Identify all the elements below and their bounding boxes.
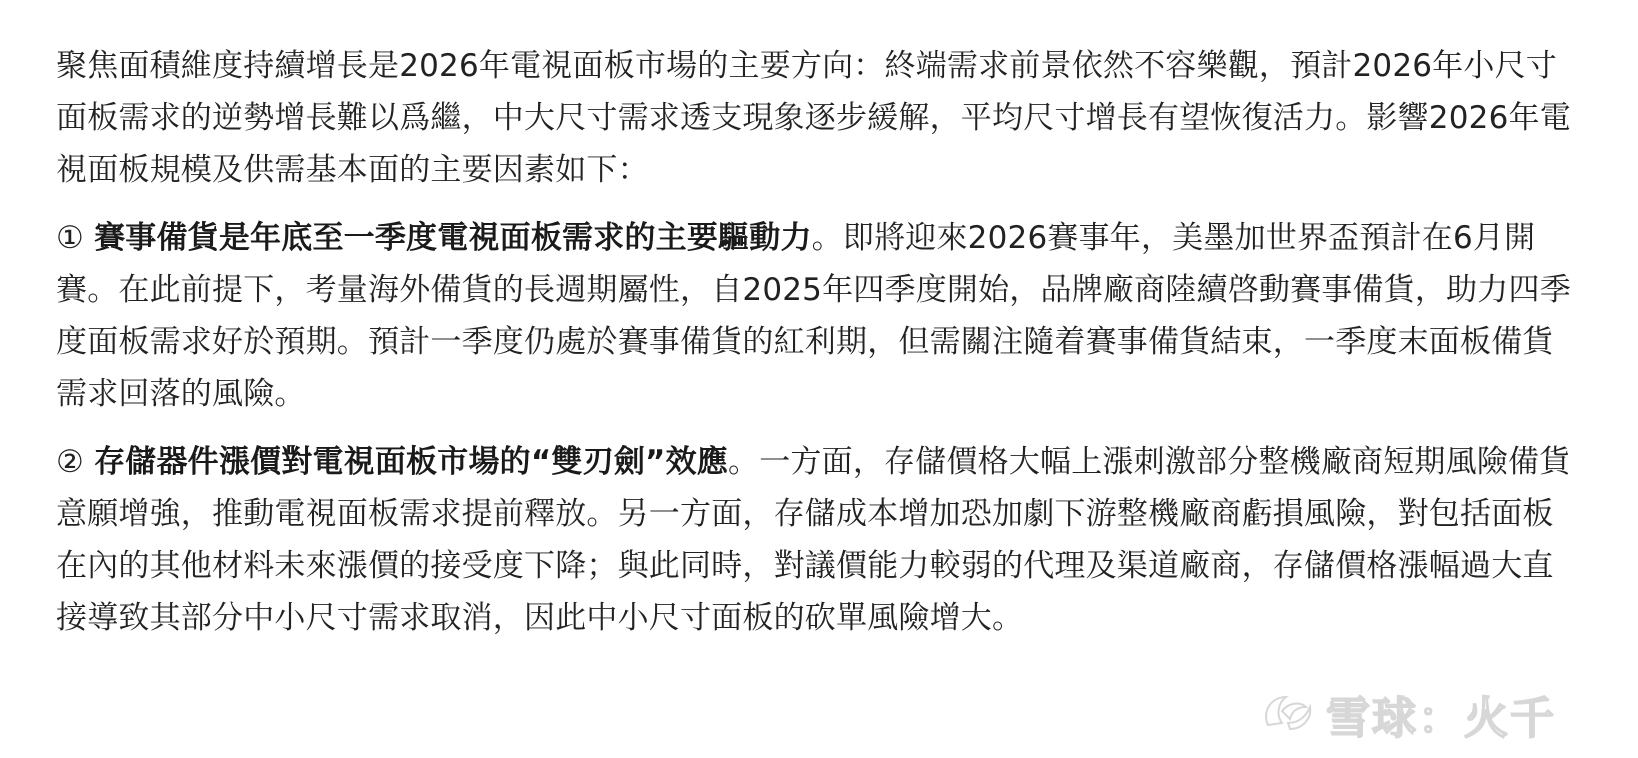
item-heading-end: 。 <box>728 444 760 480</box>
list-item-1 <box>56 212 1576 420</box>
item-heading-end: 。 <box>811 220 843 256</box>
item-marker: ② <box>56 444 84 480</box>
xueqiu-logo-icon <box>1260 689 1316 739</box>
item-body: 一方面，存儲價格大幅上漲刺激部分整機廠商短期風險備貨意願增強，推動電視面板需求提前釋放。另一方面，存儲成本增加恐加劇下游整機廠商虧損風險，對包括面板在內的其他材料未來漲價的接受度下降；與此同時，對議價能力較弱的代理及渠道廠商，存儲價格漲幅過大直接導致其部分中小尺寸需求取消，因此中小尺寸面板的砍單風險增大。 <box>56 444 1571 636</box>
item-marker: ① <box>56 220 84 256</box>
item-heading: 存儲器件漲價對電視面板市場的“雙刃劍”效應 <box>94 444 729 480</box>
intro-paragraph: 聚焦面積維度持續增長是2026年電視面板市場的主要方向：終端需求前景依然不容樂觀，預計2026年小尺寸面板需求的逆勢增長難以爲繼，中大尺寸需求透支現象逐步緩解，平均尺寸增長有望恢復活力。影響2026年電視面板規模及供需基本面的主要因素如下： <box>56 48 1571 188</box>
article-body <box>56 40 1576 644</box>
item-heading: 賽事備貨是年底至一季度電視面板需求的主要驅動力 <box>94 220 812 256</box>
item-body: 即將迎來2026賽事年，美墨加世界盃預計在6月開賽。在此前提下，考量海外備貨的長週期屬性，自2025年四季度開始，品牌廠商陸續啓動賽事備貨，助力四季度面板需求好於預期。預計一季度仍處於賽事備貨的紅利期，但需關注隨着賽事備貨結束，一季度末面板備貨需求回落的風險。 <box>56 220 1571 412</box>
list-item-2 <box>56 436 1576 644</box>
watermark <box>1260 682 1556 746</box>
watermark-text: 雪球：火千 <box>1326 693 1556 744</box>
